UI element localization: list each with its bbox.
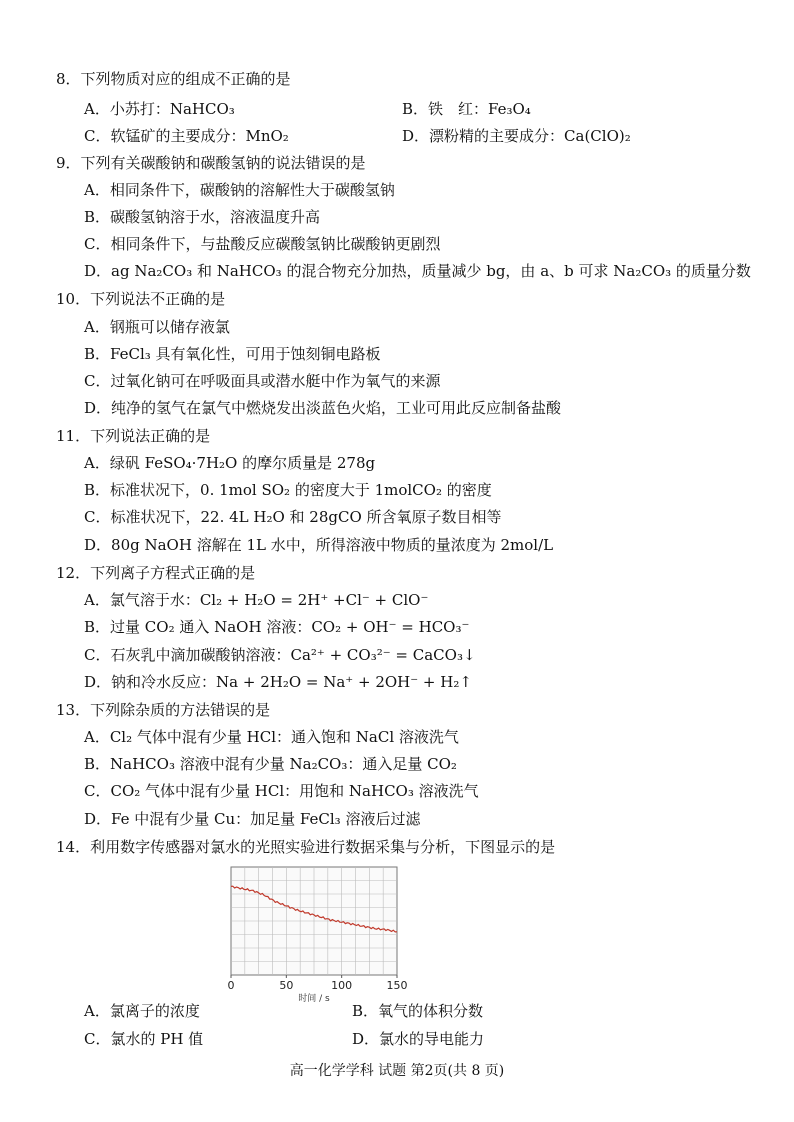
x-tick-label: 50 [279,979,294,992]
question-10-stem: 10．下列说法不正确的是 [56,290,226,308]
question-10-option-a: A．钢瓶可以储存液氯 [84,318,230,336]
question-10-option-c: C．过氧化钠可在呼吸面具或潜水艇中作为氧气的来源 [84,372,441,390]
question-12-stem: 12．下列离子方程式正确的是 [56,564,256,582]
question-13-stem: 13．下列除杂质的方法错误的是 [56,701,271,719]
page-footer: 高一化学学科 试题 第2页(共 8 页) [289,1063,505,1079]
question-10-option-d: D．纯净的氢气在氯气中燃烧发出淡蓝色火焰，工业可用此反应制备盐酸 [84,399,562,417]
question-9-option-a: A．相同条件下，碳酸钠的溶解性大于碳酸氢钠 [84,181,395,199]
question-9-stem: 9．下列有关碳酸钠和碳酸氢钠的说法错误的是 [56,154,366,172]
question-8-option-a: A．小苏打：NaHCO₃ [84,100,235,118]
question-14-option-c: C．氯水的 PH 值 [84,1030,204,1048]
question-12-option-d: D．钠和冷水反应：Na + 2H₂O = Na⁺ + 2OH⁻ + H₂↑ [84,673,472,691]
question-11-option-b: B．标准状况下，0. 1mol SO₂ 的密度大于 1molCO₂ 的密度 [84,481,492,499]
x-axis-label: 时间 / s [298,994,330,1004]
chloride-water-light-chart [216,862,416,1004]
question-12-option-b: B．过量 CO₂ 通入 NaOH 溶液：CO₂ + OH⁻ = HCO₃⁻ [84,618,470,636]
question-8-option-c: C．软锰矿的主要成分：MnO₂ [84,127,289,145]
question-12-option-a: A．氯气溶于水：Cl₂ + H₂O = 2H⁺ +Cl⁻ + ClO⁻ [84,591,429,609]
question-14-option-a: A．氯离子的浓度 [84,1002,200,1020]
question-13-option-c: C．CO₂ 气体中混有少量 HCl：用饱和 NaHCO₃ 溶液洗气 [84,782,479,800]
question-9-option-b: B．碳酸氢钠溶于水，溶液温度升高 [84,208,321,226]
question-10-option-b: B．FeCl₃ 具有氧化性，可用于蚀刻铜电路板 [84,345,381,363]
question-13-option-a: A．Cl₂ 气体中混有少量 HCl：通入饱和 NaCl 溶液洗气 [84,728,459,746]
x-tick-label: 0 [227,979,235,992]
x-axis-ticks [228,975,408,992]
question-8-option-d: D．漂粉精的主要成分：Ca(ClO)₂ [402,127,631,145]
question-14-stem: 14．利用数字传感器对氯水的光照实验进行数据采集与分析，下图显示的是 [56,838,556,856]
question-11-stem: 11．下列说法正确的是 [56,427,211,445]
question-13-option-b: B．NaHCO₃ 溶液中混有少量 Na₂CO₃：通入足量 CO₂ [84,755,457,773]
question-14-option-d: D．氯水的导电能力 [352,1030,485,1048]
question-8-stem: 8．下列物质对应的组成不正确的是 [56,70,291,88]
question-8-option-b: B．铁 红：Fe₃O₄ [402,100,531,118]
question-12-option-c: C．石灰乳中滴加碳酸钠溶液：Ca²⁺ + CO₃²⁻ = CaCO₃↓ [84,646,476,664]
question-9-option-d: D．ag Na₂CO₃ 和 NaHCO₃ 的混合物充分加热，质量减少 bg，由 a、b 可求 Na₂CO₃ 的质量分数 [84,262,751,280]
question-11-option-c: C．标准状况下，22. 4L H₂O 和 28gCO 所含氧原子数目相等 [84,508,502,526]
question-13-option-d: D．Fe 中混有少量 Cu：加足量 FeCl₃ 溶液后过滤 [84,810,421,828]
question-9-option-c: C．相同条件下，与盐酸反应碳酸氢钠比碳酸钠更剧烈 [84,235,441,253]
question-11-option-a: A．绿矾 FeSO₄·7H₂O 的摩尔质量是 278g [84,454,376,472]
x-tick-label: 100 [331,979,353,992]
x-tick-label: 150 [386,979,408,992]
question-11-option-d: D．80g NaOH 溶解在 1L 水中，所得溶液中物质的量浓度为 2mol/L [84,536,554,554]
question-14-option-b: B．氧气的体积分数 [352,1002,484,1020]
